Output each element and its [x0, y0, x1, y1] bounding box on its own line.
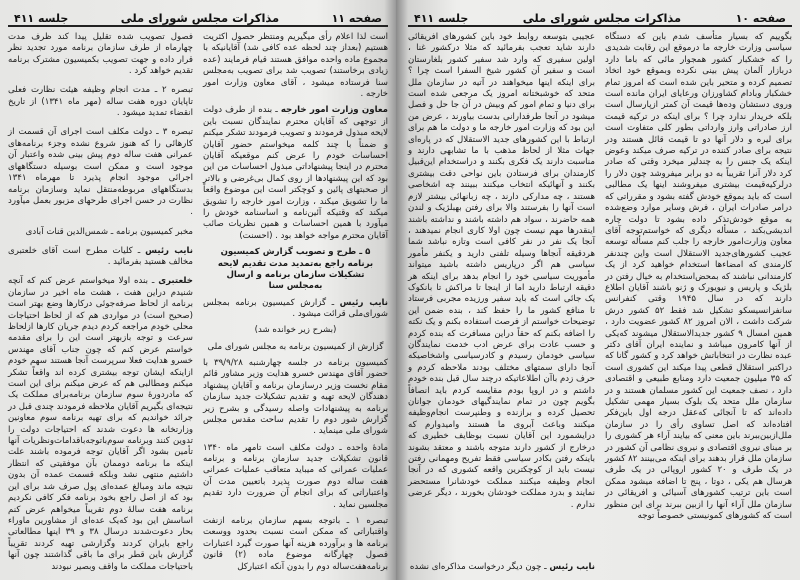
paragraph: تبصره ۳ ـ دولت مکلف است اجرای آن قسمت از کارهائی را که هنوز شروع نشده وجزء برنامه‌های عمرانی هفت ساله دوم پیش بینی شده واعتبار آن موجود است و ممکن است بوسیله دستگاههای اجرائی موجود انجام پذیرد تا مهرماه ۱۳۴۱ بدستگاههای مربوطه‌منتقل نماید وسازمان برنامه نظارت در حسن اجرای طرحهای مزبور بعمل میآورد . — [8, 127, 193, 218]
paragraph: مادهٔ واحده ـ دولت مکلف است تامهر ماه ۱۳۴۰ قانون تشکیلات جدید سازمان برنامه و برنامه عملیات عمرانی که میباید متعاقب عملیات عمرانی هفت ساله دوم صورت پذیرد باتعیین مدت آن واعتباراتی که برای انجام آن ضرورت دارد تقدیم مجلسین نماید . — [203, 442, 388, 510]
speech-text: ـ گزارش کمیسیون برنامه بمجلس شورای‌ملی قرائت میشود . — [203, 297, 388, 320]
journal-title: مذاکرات مجلس شورای ملی — [522, 11, 682, 25]
speech-text: ـ بنده اولا میخواستم عرض کنم که آنچه شنیدم دراین هفت ، هشت ماه اخیر در سازمان برنامه از لحاظ صرفه‌جوئی درکارها وضع بهتر است (صحیح است) در مواردی هم که از لحاظ احتیاجات محلی خودم مراجعه کردم دیدم جریان کارها ازلحاظ سرعت و توجه بازبهتر است این را برای مقدمه خواستم عرض کنم که چون جناب آقای مهندس خسرو هدایت فعلا سرپرست آنجا هستند سهم خودم ازاینکه ایشان توجه بیشتری کرده اند واقعاً تشکر میکنم ومطالبی هم که عرض میکنم برای این است که مادردورهٔ سوم سازمان برنامه‌برای مملکت یک نتیجه‌ای بگیریم آقایان ملاحظه فرمودند چندی قبل در جرائد خواندیم که برای تهیه برنامه سوم معاونین وزارتخانه ها دعوت شدند که احتیاجات دولت را تدوین کنند وبرنامه سوم‌باتوجه‌باقدامات‌ونظریات آنها تأمین بشود اگر آقایان توجه فرموده باشند علت اینکه ما برنامه دوممان بآن موفقیتی که انتظار داشتیم منتهی نشد وبلکه قسمت عمده آن بدون نتیجه ماند ومبالغ عمده‌ای پول صرف شد برای این بود که از اصل راجع بخود برنامه فکر کافی نکردیم برنامه هفت سالهٔ دوم تقریباً میخواهم عرض کنم اساسش این بود که‌یک عده‌ای از مشاورین ماوراء بحار دعوت‌شدند درسال ۳۸ و ۳۹ اینها مطالعاتی راجع بایران کردند وگزارشی تهیه کردند تقریباً گزارش باین قطر برای ما باقی گذاشتند چون آنها باحتیاجات مملکت ما واقف وبصیر نبودند — [8, 276, 194, 572]
paragraph: بگوییم که بسیار متأسف شدم باین که دستگاه سیاسی وزارت خارجه ما درموقع این رقابت شدیدی را که خشکبار کشور همجوار مائی که باما دارد دربازار آلمان پیش بینی نکرده وبموقع خود اتخاذ تصمیم کرده و متحیر باین شده است که امروز تمام خشکبار وبادام کشاورزان ورعایای ایران مانده است وروی دستشان وده‌ها قیمت آن کمتر ازپارسال است بلکه خریدار ندارد چرا ؟ برای اینکه در ترکیه قیمت ارز صادراتی وارز وارداتی بطور کلی متفاوت است برای لیره و دلار آنها دو تا قیمت قائل هستند ودر نتیجه برای صادر کننده در ترکیه صرف میکند وعوض اینکه یک جنس را به چندلیر میخرد وقتی که صادر کرد دلار آنرا تقریباً به دو برابر میفروشد چون دلار را درلرکیه‌قیمت بیشتری میفروشند اینها یک مطالبی است که باید بموقع خودش گفته بشود و مقرراتی که درامر صادرات ایران ، فرش وسایر موارد وضع‌شده به موقع خودش‌تذکر داده بشود تا دولت چاره اندیشی‌بکند ، مسأله دیگری که خواستم‌توجه آقای معاون وزارت‌امور خارجه را جلب کنم مسأله توسعه عجیب کشورهای‌جدید الاستقلال است واین چندنفر کارمندی که امضاء‌ها استخدام خواهید کرد از یک کارمندانی نباشند که بمحض‌استخدام به خیال رفتن در بلژیک و پاریس و نیویورک و ژنو باشند آقایان اطلاع دارند که در سال ۱۹۴۵ وقتی کنفرانس سانفرانسیسکو تشکیل شد فقط ۵۲ کشور درش شرکت داشت ، الان امروز ۸۲ کشور عضویت دارد ، همین امسال ۹ کشور جدیدالاستقلال میشوند که‌یکی از آنها کامرون میباشد و نماینده ایران آقای دکتر عبده نظارت در انتخاباتش خواهد کرد و کشور گانا که دراکتبر استقلال قطعی پیدا میکند این کشوری است که ۳۵ میلیون جمعیت دارد ومنابع طبیعی و اقتصادی دارد ، نصف جمعیت این کشور مسلمان هستند و در سازمان ملل متحد یک بلوک بسیار مهمی تشکیل داده‌اند که تا آنجائی که‌عقل درجه اول باین‌فکر افتاده‌اند که اصل تساوی رأی را در سازمان ملل‌ازبین‌ببرند باین معنی که بیایند آراء هر کشوری را بر مبنای نیروی اقتصادی و نیروی نظامی آن کشور در سازمان ملل قرار بدهند برای اینکه می‌بینند ۸۲ کشور در یک طرف و ۲۰ کشور اروپائی در یک طرف هرسال هم یکی ، دوتا ، پنج تا اضافه میشود ممکن است باین ترتیب کشورهای آسیائی و افریقائی در سازمان ملل آراء آنها را ازبین ببرند برای این منظور است که کشورهای کمونیستی خصوصاً توجه — [605, 32, 792, 522]
running-header — [408, 5, 792, 27]
text-columns — [8, 27, 388, 573]
page-number: صفحه ۱۰ — [735, 12, 786, 25]
speaker-name: خلعتبری — [158, 276, 193, 287]
speaker-name: نایب رئیس — [339, 297, 388, 308]
column-left — [8, 32, 193, 573]
speaker-name: معاون وزارت امور خارجه — [280, 105, 388, 116]
running-header — [8, 5, 388, 27]
paragraph: فصول تصویب شده تقلیل پیدا کند ظرف مدت چهارماه از طرف سازمان برنامه مورد تجدید نظر قرار داده و جهت تصویب بکمیسیون مشترک برنامه تقدیم خواهد کرد . — [8, 32, 193, 77]
journal-title: مذاکرات مجلس شورای ملی — [120, 11, 280, 25]
speaker-name: نایب رئیس — [145, 245, 193, 256]
column-right — [605, 32, 792, 573]
page-number: صفحه ۱۱ — [331, 12, 382, 25]
page-right — [396, 0, 800, 580]
text-columns — [408, 27, 792, 573]
speech-text: ـ کلیات مطرح است آقای خلعتبری مخالف هستید بفرمائید . — [8, 245, 193, 268]
speech-text: ـ بنده از طرف دولت از توجهی که آقایان محترم نمایندگان نسبت باین لایحه مبذول فرمودند و تصویب فرمودند تشکر میکنم و ضمناً با چند کلمه میخواستم حضور آقایان احساسات خودم را عرض کنم موقعیکه آقایان محترم در اینجا پیشنهاداتی مبذول احساسات من این بود که این پیشنهادها از روی کمال بی‌غرضی و بالاتر از صحبتهای پائین و کوچکتر است این موضوع واقعاً ما را تشویق میکند ، وزارت امور خارجه را تشویق میکند که وقتیکه آئین‌نامه و اساسنامه خودش را میآورد با همین احساسات و همین نظریات صائب آقایان محترم مواجه خواهد بود . (احسنت) — [203, 105, 388, 241]
session-number: جلسه ۴۱۱ — [414, 12, 469, 25]
speech-paragraph — [408, 562, 595, 573]
speech-paragraph — [8, 276, 193, 573]
paragraph: تبصره ۱ ـ باتوجه بسهم سازمان برنامه ازنفت واقتباراتی که ممکن است نسبت بحدود ووسعت برنامه ها و برآورده هزینه آنها صورت گیرد اعتبارات فصول چهارگانه موضوع ماده (۲) قانون برنامه‌هفت‌ساله دوم را بدون آنکه اعتبارکل — [203, 515, 388, 572]
paragraph: کمیسیون برنامه در جلسه چهارشنبه ۳۹/۹/۲۸ با حضور آقای مهندس خسرو هدایت وزیر مشاور قائم مقام نخست وزیر درسازمان برنامه و آقایان پیشنهاد دهندگان لایحه تهیه و تقدیم تشکیلات جدید سازمان برنامه به پیشنهادات واصله رسیدگی و بشرح زیر گزارش شور دوم را تقدیم ساحت مقدس مجلس شورای ملی مینماید . — [203, 357, 388, 437]
paragraph: عجیبی بتوسعه روابط خود باین کشورهای افریقائی دارند شاید تعجب بفرمائید که مثلا درکشور غنا ، اولین سفیری که وارد شد سفیر کشور بلغارستان است و سفیر آن کشور شیخ السفرا است چرا ؟ برای اینکه اینها میخواهند در آتیه در سازمان ملل متحد که خوشبختانه امروز یک مرجعی شده است برای دنیا و تمام امور کم وبیش در آن جا حل و فصل میشود در آنجا طرفدارانی بدست بیاورند ، عرض من این بود که وزارت امور خارجه ما و دولت ما هم برای ارتباط با این کشورهای جدید الاستقلال که در پاره‌ای جهات مثلا از لحاظ مذهب با ما تشابهی دارند و مناسبت دارند یک فکری بکنند و دراستخدام این‌قبیل کارمندان برای فرستادن باین نواحی دقت بیشتری بکنند و آنهائیکه انتخاب میکنند ببینند چه اشخاصی هستند ، چه مدارکی دارند ، چه زبانهائی بیشتر لازم است آنها را بفرستند والا برای رفتن بهبلژیک و لندن همه حاضرند ، سواد هم داشته باشند و نداشته باشند اینقدرها مهم نیست چون اولا کاری انجام نمیدهند ، آنجا یک نفر در نفر کافی است وتازه نباشد شما هردقیقه آنجاها وسیله تلفنی دارید و یکنفر مأمور سیاسی هم اگر درپاریس داشته باشید میتواند مأموریت سیاسی خود را انجام بدهد برای اینکه هر دقیقه ارتباط دارید اما از اینجا تا مراکش تا بانکوک یک جائی است که باید سفیر ورزیده مجربی فرستاد تا منافع کشور ما را حفظ کند ، بنده ضمن این توضیحات خواستم از فرصت استفاده بکنم و یک نکته را اضافه بکنم که حقاً دراین مسافرت که بنده کردم و حسب عادت برای عرض ادب خدمت نمایندگان سیاسی خودمان رسیدم و کادرسیاسی واشخاصیکه آنجا دارای سمتهای مختلف بودند ملاحظه کردم و حرف زدم باآن اطلاعاتیکه درچند سال قبل بنده خودم داشتم و در اروپا بودم مقایسه کردم باید انصافاً بگویم چون در تمام نمایندگیهای خودمان جوانان تحصیل کرده و برازنده و وطنپرست انجام‌وظیفه میکنند وباعث آبروی ما هستند وامیدوارم که درایشمورد این آقایان نسبت بوظایف خطیری که درخارج از کشور دارند متوجه باشند و معتقد بشوند باینکه رفتن بکادر سیاسی فقط تفریح ومهمانی رفتن نیست باید از کوچکترین واقعه کشوری که در آنجا انجام وظیفه میکنند مملکت خودشانرا مستحضر نمایند و بدرد مملکت خودشان بخورند ، دیگر عرضی ندارم . — [408, 32, 595, 510]
speech-paragraph — [203, 298, 388, 321]
speech-paragraph — [203, 105, 388, 242]
centered-line: گزارش از کمیسیون برنامه به مجلس شورای ملی — [207, 341, 384, 352]
session-number: جلسه ۴۱۱ — [14, 12, 69, 25]
centered-line: (بشرح زیر خوانده شد) — [254, 325, 337, 336]
column-right — [203, 32, 388, 573]
speaker-name: نایب رئیس — [549, 561, 595, 572]
speech-paragraph — [8, 246, 193, 269]
section-heading: ۵ ـ طرح و تصویب گزارش کمیسیون برنامه راجع به‌تمدید مدت تقدیم لایحه تشکیلات سازمان برنامه و ارسال به‌مجلس سنا — [217, 247, 374, 292]
page-left — [0, 0, 396, 580]
paragraph: مخبر کمیسیون برنامه ـ شمس‌الدین قنات آبادی — [25, 226, 193, 237]
paragraph: تبصره ۲ ـ مدت انجام وظیفه هیئت نظارت فعلی تاپایان دوره هفت ساله (مهر ماه ۱۳۴۱) از تاریخ انقضاء تمدید میشود . — [8, 85, 193, 119]
speech-text: ـ چون دیگر درخواست مذاکره‌ای نشده — [409, 561, 550, 572]
paragraph: است لذا اعلام رأی میگیریم ومنتظر حصول اکثریت هستیم (بعداز چند لحظه عده کافی شد) آقایانیکه با مجموع ماده واحده موافق هستند قیام فرمایند (عده زیادی برخاستند) تصویب شد برای تصویب به‌مجلس سنا فرستاده میشود ، آقای معاون وزارت امور خارجه . — [203, 32, 388, 100]
column-left — [408, 32, 595, 573]
